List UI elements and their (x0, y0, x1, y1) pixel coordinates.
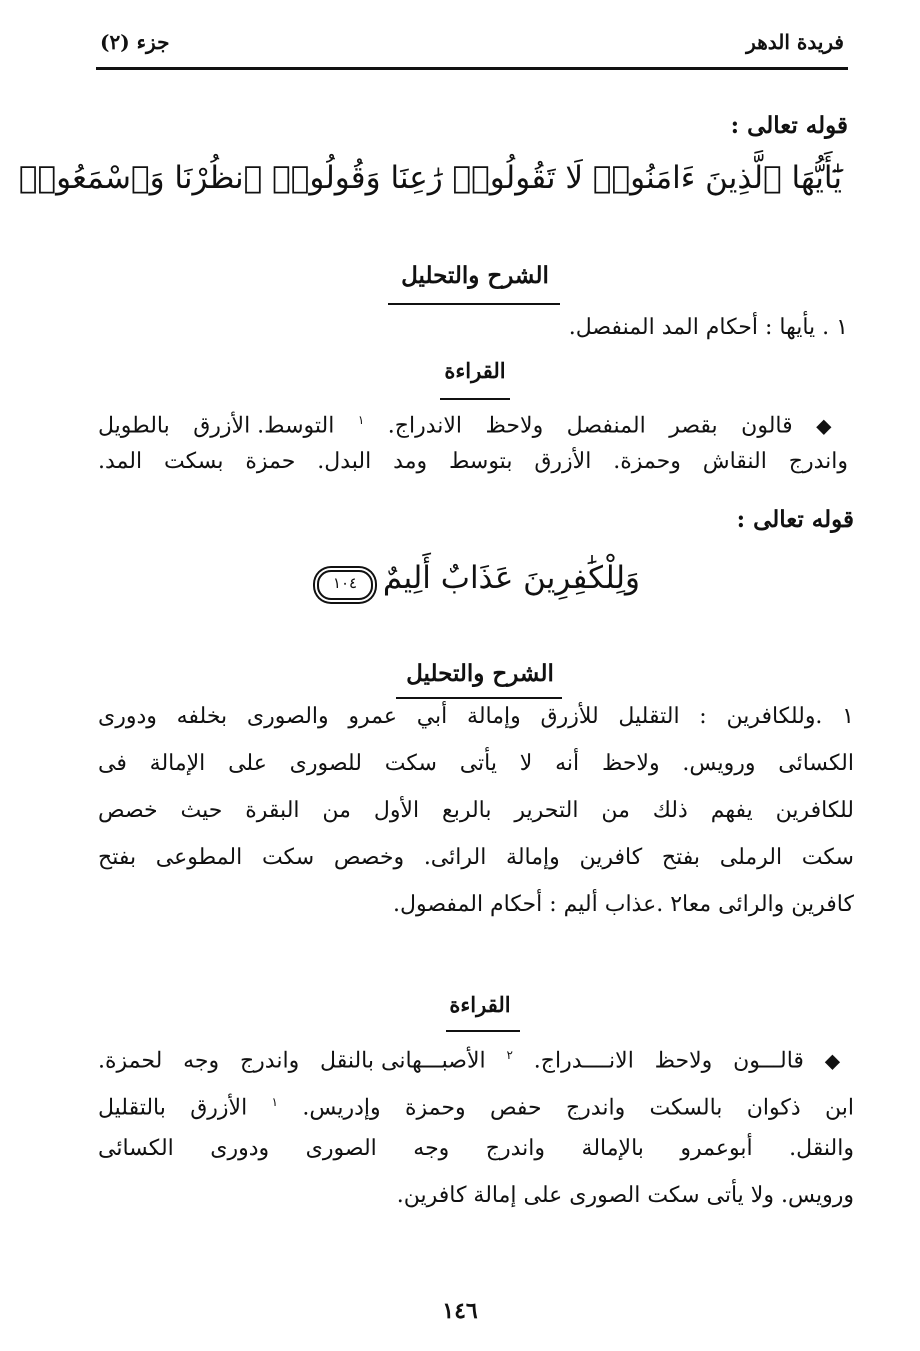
diamond-bullet-icon: ◆ (816, 413, 849, 438)
reading-text-b: التوسط. الأزرق بالطويل (98, 413, 335, 439)
reading-text-c: ابن ذكوان بالسكت واندرج حفص وحمزة وإدريس. (302, 1095, 854, 1121)
reading-text-a: قالـــون ولاحظ الانــــدراج. (533, 1048, 804, 1074)
reading-heading-2: القراءة (449, 992, 511, 1017)
reading-underline (440, 398, 510, 400)
page-number: ١٤٦ (442, 1298, 478, 1324)
reading-underline-2 (446, 1030, 520, 1032)
book-title: فريدة الدهر (746, 30, 844, 54)
quran-verse: يَٰٓأَيُّهَا ٱلَّذِينَ ءَامَنُوا۟ لَا تَقُولُوا۟ رَٰعِنَا وَقُولُوا۟ ٱنظُرْنَا وَٱسْمَعُوا۟ (18, 160, 842, 196)
reading-heading: القراءة (444, 358, 506, 383)
reading-paragraph (98, 405, 848, 477)
quran-verse-2 (320, 560, 640, 600)
explanation-line: ١ .وللكافرين : التقليل للأزرق وإمالة أبي عمرو والصورى بخلفه ودورى (98, 704, 854, 729)
verse-intro-label-2: قوله تعالى : (736, 506, 854, 533)
section-heading: الشرح والتحليل (401, 262, 549, 289)
diamond-bullet-icon: ◆ (824, 1048, 854, 1073)
footnote-ref: ١ (271, 1095, 278, 1109)
reading-paragraph-2 (98, 1040, 854, 1228)
explanation-paragraph (98, 702, 854, 937)
reading-text-line2: واندرج النقاش وحمزة. الأزرق بتوسط ومد البدل. حمزة بسكت المد. (98, 449, 848, 475)
quran-verse-text: وَلِلْكَٰفِرِينَ عَذَابٌ أَلِيمٌ (382, 560, 640, 596)
ayah-number-mark: ١٠٤ (317, 570, 373, 600)
reading-text-d: الأزرق بالتقليل (98, 1095, 248, 1121)
verse-intro-label: قوله تعالى : (730, 112, 848, 139)
heading-underline (388, 303, 560, 305)
heading-underline-2 (396, 697, 562, 699)
footnote-ref: ٢ (506, 1048, 513, 1062)
part-label: جزء (٢) (100, 30, 170, 54)
section-heading-2: الشرح والتحليل (406, 660, 554, 687)
explanation-line: للكافرين يفهم ذلك من التحرير بالربع الأول من البقرة حيث خصص (98, 798, 854, 823)
reading-text-b: الأصبـــهانى بالنقل واندرج وجه لحمزة. (98, 1048, 486, 1074)
explanation-line: الكسائى ورويس. ولاحظ أنه لا يأتى سكت للصورى على الإمالة فى (98, 751, 854, 776)
explanation-line: كافرين والرائى معا٢ .عذاب أليم : أحكام المفصول. (392, 892, 854, 917)
footnote-ref: ١ (357, 413, 365, 427)
reading-text-line3: والنقل. أبوعمرو بالإمالة واندرج وجه الصورى ودورى الكسائى (98, 1136, 854, 1161)
reading-text-line4: ورويس. ولا يأتى سكت الصورى على إمالة كافرين. (396, 1183, 854, 1208)
reading-text-a: قالون بقصر المنفصل ولاحظ الاندراج. (387, 413, 793, 439)
explanation-item: ١ . يأيها : أحكام المد المنفصل. (568, 315, 848, 340)
header-rule (96, 67, 848, 70)
explanation-line: سكت الرملى بفتح كافرين وإمالة الرائى. وخصص سكت المطوعى بفتح (98, 845, 854, 870)
